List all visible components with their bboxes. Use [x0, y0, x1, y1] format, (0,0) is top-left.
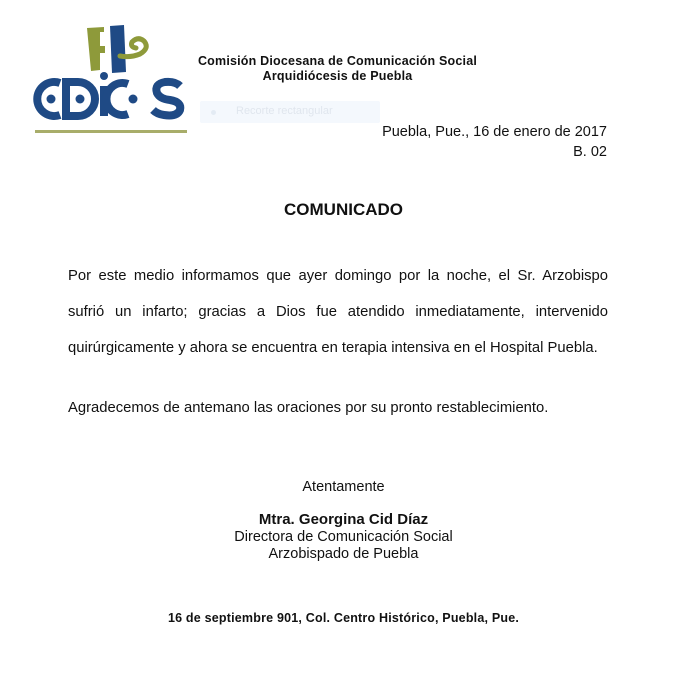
snip-mode-icon [211, 110, 216, 115]
org-subtitle: Arquidiócesis de Puebla [262, 69, 413, 83]
signer-institution: Arzobispado de Puebla [268, 546, 419, 562]
cdics-logo [30, 18, 190, 138]
body-text [68, 258, 608, 366]
signer-name: Mtra. Georgina Cid Díaz [258, 511, 429, 528]
document-title: COMUNICADO [284, 200, 403, 219]
snip-overlay-ghost [200, 101, 380, 123]
paragraph-2: Agradecemos de antemano las oraciones por su pronto restablecimiento. [68, 400, 549, 416]
org-name: Comisión Diocesana de Comunicación Social [197, 54, 478, 68]
footer-address: 16 de septiembre 901, Col. Centro Histórico, Puebla, Pue. [167, 611, 520, 625]
paragraph-1: Por este medio informamos que ayer domingo por la noche, el Sr. Arzobispo sufrió un infarto; gracias a Dios fue atendido inmediatamente, intervenido quirúrgicamente y ahora se encuentra en terapia intensiva en el Hospital Puebla. [68, 268, 608, 356]
signer-position: Directora de Comunicación Social [234, 529, 453, 545]
place-date: Puebla, Pue., 16 de enero de 2017 [382, 124, 607, 140]
closing: Atentamente [302, 479, 385, 495]
cdics-logo-icon [30, 18, 190, 138]
organization-header [180, 54, 495, 84]
date-block [382, 122, 607, 162]
snip-mode-label: Recorte rectangular [236, 105, 333, 117]
signature-block [0, 479, 687, 563]
reference-number: B. 02 [573, 144, 607, 160]
